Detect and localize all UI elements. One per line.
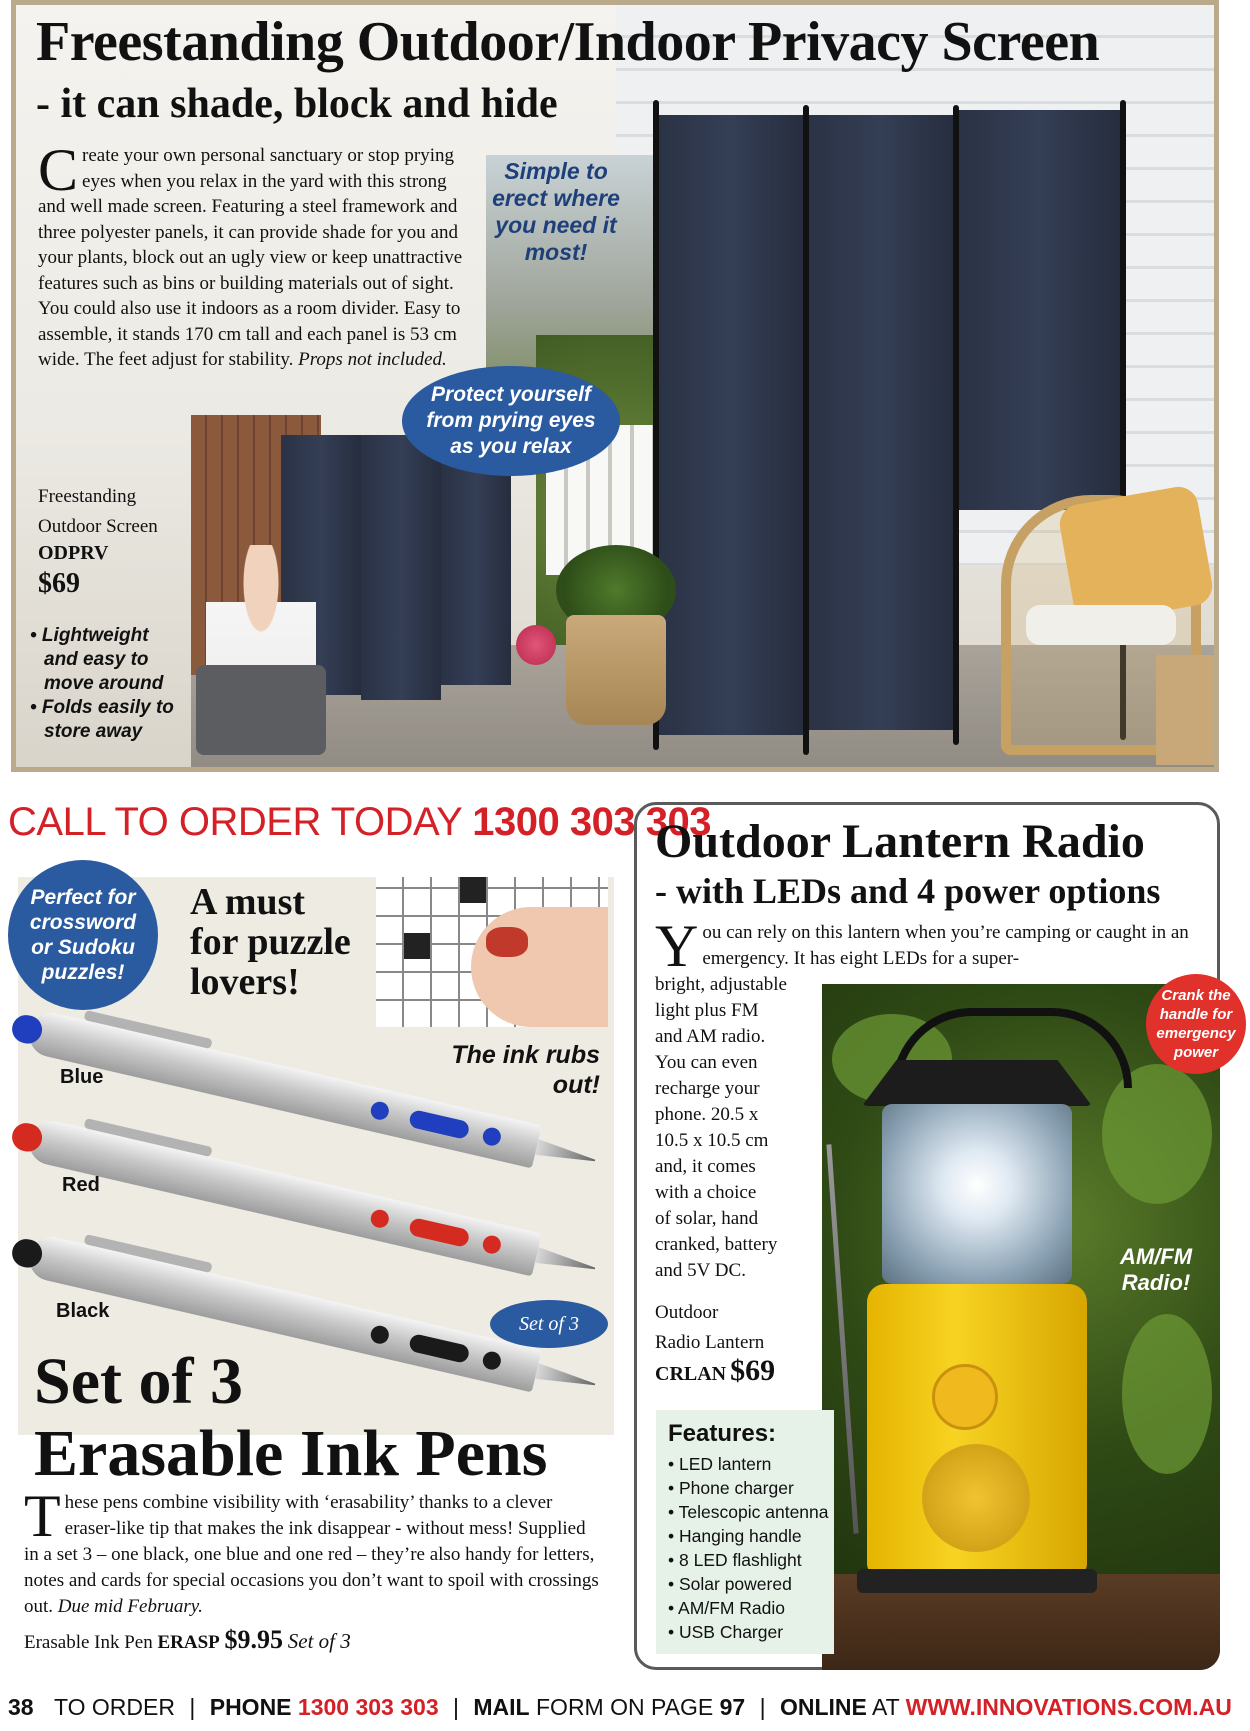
lantern-price: $69 (730, 1354, 776, 1387)
lantern-dropcap: Y (655, 913, 699, 979)
crossword-photo (376, 877, 608, 1027)
footer-mail-page: 97 (719, 1694, 746, 1720)
footer-phone-label: PHONE (209, 1694, 292, 1720)
privacy-screen-title: Freestanding Outdoor/Indoor Privacy Screen (36, 11, 1100, 73)
privacy-screen-code: ODPRV (38, 542, 109, 564)
body-line: of solar, hand (655, 1208, 759, 1229)
puzzle-lovers-headline (190, 882, 351, 1002)
body-line: and 5V DC. (655, 1260, 746, 1281)
pen-label-blue: Blue (60, 1066, 104, 1088)
pens-order-line (24, 1625, 351, 1655)
badge-line: handle for (1159, 1006, 1233, 1023)
body-line: and AM radio. (655, 1026, 766, 1047)
hand-with-pen-photo (471, 907, 608, 1027)
callout-line: AM/FM (1119, 1244, 1193, 1269)
inset-screen-panel (361, 435, 441, 700)
bullet-item: • Folds easily to store away (30, 697, 174, 742)
footer-phone-number[interactable]: 1300 303 303 (297, 1694, 439, 1720)
pen-dot (408, 1109, 471, 1140)
body-line: with a choice (655, 1182, 757, 1203)
lantern-features-box (656, 1410, 834, 1654)
feature-item: • Telescopic antenna (668, 1502, 829, 1522)
lantern-order-line (655, 1354, 775, 1388)
badge-line: crossword (29, 911, 137, 934)
product-name-line: Outdoor (655, 1302, 719, 1323)
crossword-black-square (460, 877, 486, 903)
screen-pole (953, 105, 959, 745)
pens-set-note: Set of 3 (287, 1629, 351, 1653)
bullet-item: • Lightweight and easy to move around (30, 625, 164, 694)
callout-line: The ink rubs (451, 1041, 600, 1069)
badge-line: as you relax (450, 435, 572, 458)
wooden-stool-photo (1156, 655, 1219, 765)
privacy-screen-subtitle: - it can shade, block and hide (36, 81, 558, 127)
feature-item: • 8 LED flashlight (668, 1550, 802, 1570)
puzzle-badge (8, 860, 158, 1010)
feature-item: • Phone charger (668, 1478, 794, 1498)
pen-cap (9, 1236, 45, 1270)
body-line: phone. 20.5 x (655, 1104, 759, 1125)
badge-line: or Sudoku (31, 936, 135, 959)
callout-line: Radio! (1121, 1270, 1191, 1295)
planter-basket-photo (566, 615, 666, 725)
lantern-code: CRLAN (655, 1363, 727, 1385)
simple-to-erect-callout: Simple to erect where you need it most! (492, 158, 620, 265)
pen-cap (9, 1120, 45, 1154)
features-list (668, 1452, 829, 1644)
body-line: and, it comes (655, 1156, 756, 1177)
pens-title-line-2: Erasable Ink Pens (34, 1417, 548, 1490)
set-of-3-badge: Set of 3 (490, 1300, 608, 1348)
outdoor-sofa-photo (196, 665, 326, 755)
footer-mail-text: FORM ON PAGE (536, 1694, 714, 1720)
body-line: recharge your (655, 1078, 760, 1099)
callout-line: out! (552, 1071, 600, 1099)
pens-title (34, 1346, 547, 1490)
privacy-screen-product-name (38, 482, 158, 542)
pens-body-text: hese pens combine visibility with ‘erasability’ thanks to a clever eraser-like tip that makes the ink disappear - without mess! Supplied in a set 3 – one black, one blue and one red – they’re also handy for letters, notes and cards for special occasions you don’t want to spoil with crossings out. (24, 1492, 599, 1617)
volume-knob-photo (932, 1364, 998, 1430)
lantern-subtitle: - with LEDs and 4 power options (655, 871, 1161, 911)
pens-price: $9.95 (224, 1625, 284, 1654)
footer-divider: | (759, 1694, 766, 1720)
product-name-line: Freestanding (38, 486, 137, 507)
badge-line: Protect yourself (431, 383, 591, 406)
body-line: bright, adjustable (655, 974, 787, 995)
feature-item: • LED lantern (668, 1454, 772, 1474)
pen-dot (481, 1126, 503, 1148)
lantern-description-intro (655, 913, 1211, 979)
am-fm-radio-callout (1106, 1244, 1206, 1296)
features-title: Features: (668, 1420, 777, 1447)
pens-dropcap: T (24, 1483, 61, 1549)
pen-cap (9, 1012, 45, 1046)
pens-code: ERASP (157, 1632, 220, 1653)
headline-line: lovers! (190, 961, 300, 1003)
pen-dot (369, 1100, 391, 1122)
footer-online-label: ONLINE (779, 1694, 867, 1720)
badge-line: puzzles! (41, 961, 125, 984)
pens-due-note: Due mid February. (57, 1596, 203, 1617)
pens-description (24, 1483, 604, 1620)
chair-seat-cushion-photo (1026, 605, 1176, 645)
tuning-dial-photo (922, 1444, 1030, 1552)
lantern-description-continued (655, 972, 805, 1284)
lantern-glass-photo (882, 1104, 1072, 1284)
feature-item: • Hanging handle (668, 1526, 802, 1546)
lantern-body-text: ou can rely on this lantern when you’re camping or caught in an emergency. It has eight LEDs for a super- (702, 922, 1189, 969)
headline-line: for puzzle (190, 921, 351, 963)
privacy-screen-dropcap: C (38, 137, 79, 203)
pens-title-line-1: Set of 3 (34, 1345, 243, 1418)
pens-product-name: Erasable Ink Pen (24, 1632, 153, 1653)
ink-rubs-out-callout (440, 1040, 600, 1100)
pen-dot (481, 1234, 503, 1256)
screen-panel-middle (806, 115, 956, 730)
footer-website-link[interactable]: WWW.INNOVATIONS.COM.AU (905, 1694, 1232, 1720)
pen-label-black: Black (56, 1300, 110, 1322)
feature-item: • AM/FM Radio (668, 1598, 785, 1618)
inset-screen-panel (441, 445, 511, 685)
body-line: 10.5 x 10.5 cm (655, 1130, 769, 1151)
product-name-line: Radio Lantern (655, 1332, 765, 1353)
footer-divider: | (189, 1694, 196, 1720)
privacy-screen-bullets (28, 624, 178, 744)
product-name-line: Outdoor Screen (38, 516, 158, 537)
footer-online-at: AT (871, 1694, 900, 1720)
call-to-order-banner (8, 800, 711, 845)
screen-panel-left (656, 115, 806, 735)
privacy-screen-props-note: Props not included. (298, 349, 447, 370)
footer-divider: | (453, 1694, 459, 1720)
body-line: cranked, battery (655, 1234, 778, 1255)
badge-line: from prying eyes (426, 409, 596, 432)
privacy-screen-description (38, 137, 468, 373)
crank-handle-badge (1146, 974, 1246, 1074)
headline-line: A must (190, 881, 306, 923)
badge-line: emergency (1156, 1025, 1236, 1042)
foliage-photo (1122, 1314, 1212, 1474)
footer-mail-label: MAIL (473, 1694, 530, 1720)
body-line: light plus FM (655, 1000, 759, 1021)
call-to-order-phone[interactable]: 1300 303 303 (472, 800, 711, 844)
pen-dot (369, 1208, 391, 1230)
flowers-photo (516, 625, 556, 665)
pen-dot (408, 1217, 471, 1248)
privacy-screen-body-text: reate your own personal sanctuary or stop prying eyes when you relax in the yard with this strong and well made screen. Featuring a steel framework and three polyester panels, it can provide shade for you and your plants, block out an ugly view or keep unattractive features such as bins or building materials out of sight. You could also use it indoors as a room divider. Easy to assemble, it stands 170 cm tall and each panel is 53 cm wide. The feet adjust for stability. (38, 145, 463, 370)
lantern-base-photo (857, 1569, 1097, 1593)
body-line: You can even (655, 1052, 758, 1073)
protect-yourself-badge (402, 366, 620, 476)
privacy-screen-price: $69 (38, 568, 80, 599)
page-number: 38 (8, 1694, 34, 1720)
badge-line: power (1173, 1044, 1219, 1061)
lantern-photo (822, 984, 1220, 1670)
screen-panel-right (956, 110, 1121, 510)
feature-item: • Solar powered (668, 1574, 792, 1594)
lantern-product-name (655, 1298, 764, 1358)
footer-to-order: TO ORDER (53, 1694, 175, 1720)
feature-item: • USB Charger (668, 1622, 784, 1642)
crossword-black-square (404, 933, 430, 959)
page-footer (0, 1694, 1250, 1726)
badge-line: Perfect for (30, 886, 136, 909)
lantern-title: Outdoor Lantern Radio (655, 815, 1145, 868)
pen-label-red: Red (62, 1174, 100, 1196)
call-to-order-text: CALL TO ORDER TODAY (8, 800, 462, 844)
red-nail-photo (486, 927, 528, 957)
pen-dot (369, 1324, 391, 1346)
badge-line: Crank the (1161, 987, 1231, 1004)
solar-panel-top-photo (862, 1060, 1092, 1106)
screen-pole (803, 105, 809, 755)
